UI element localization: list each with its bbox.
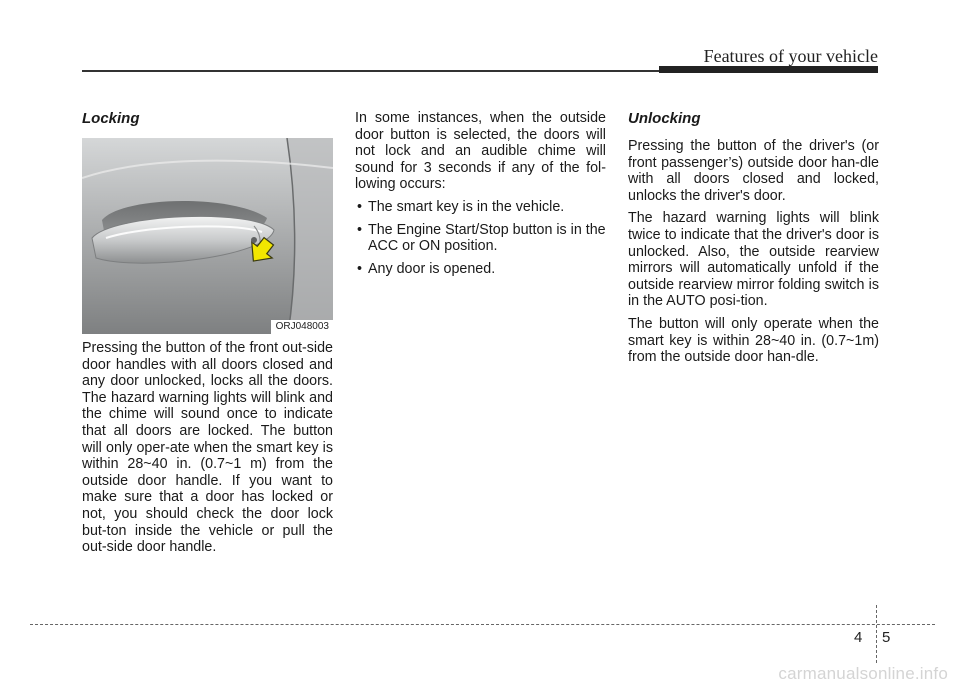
- instances-list: [355, 199, 606, 277]
- door-handle-illustration: [82, 138, 333, 334]
- column-unlocking: [628, 110, 879, 372]
- unlocking-paragraph-3: The button will only operate when the smart key is within 28~40 in. (0.7~1m) from the outside door han-dle.: [628, 315, 879, 366]
- footer-rule: [30, 624, 935, 625]
- header-title: Features of your vehicle: [703, 46, 878, 66]
- unlocking-paragraph-1: Pressing the button of the driver's (or front passenger’s) outside door han-dle with all doors closed and locked, unlocks the driver's door.: [628, 138, 879, 204]
- page-section-number: 4: [854, 629, 863, 646]
- figure-code: ORJ048003: [271, 320, 333, 334]
- footer-divider: [876, 605, 877, 663]
- list-item: • The Engine Start/Stop button is in the ACC or ON position.: [355, 222, 606, 255]
- list-item: • The smart key is in the vehicle.: [355, 199, 606, 216]
- column-instances: [355, 110, 606, 283]
- header-rule: [82, 70, 659, 72]
- list-item: • Any door is opened.: [355, 261, 606, 278]
- locking-paragraph: Pressing the button of the front out-side door handles with all doors closed and any door unlocked, locks all the doors. The hazard warning lights will blink and the chime will sound once to indicate that all doors are locked. The button will only oper-ate when the smart key is within 28~40 in. (0.7~1 m) from the outside door handle. If you want to make sure that a door has locked or not, you should check the door lock but-ton inside the vehicle or pull the out-side door handle.: [82, 340, 333, 556]
- unlocking-heading: Unlocking: [628, 110, 701, 127]
- instances-intro: In some instances, when the outside door button is selected, the doors will not lock and an audible chime will sound for 3 seconds if any of the fol-lowing occurs:: [355, 110, 606, 193]
- page-number: 5: [882, 629, 891, 646]
- header-rule-accent: [659, 66, 878, 73]
- locking-heading: Locking: [82, 110, 140, 127]
- watermark: carmanualsonline.info: [778, 664, 948, 683]
- unlocking-paragraph-2: The hazard warning lights will blink twice to indicate that the driver's door is unlocked. Also, the outside rearview mirrors will automatically unfold if the outside rearview mirror folding switch is in the AUTO posi-tion.: [628, 210, 879, 310]
- door-handle-figure: [82, 138, 333, 334]
- column-locking: [82, 110, 333, 562]
